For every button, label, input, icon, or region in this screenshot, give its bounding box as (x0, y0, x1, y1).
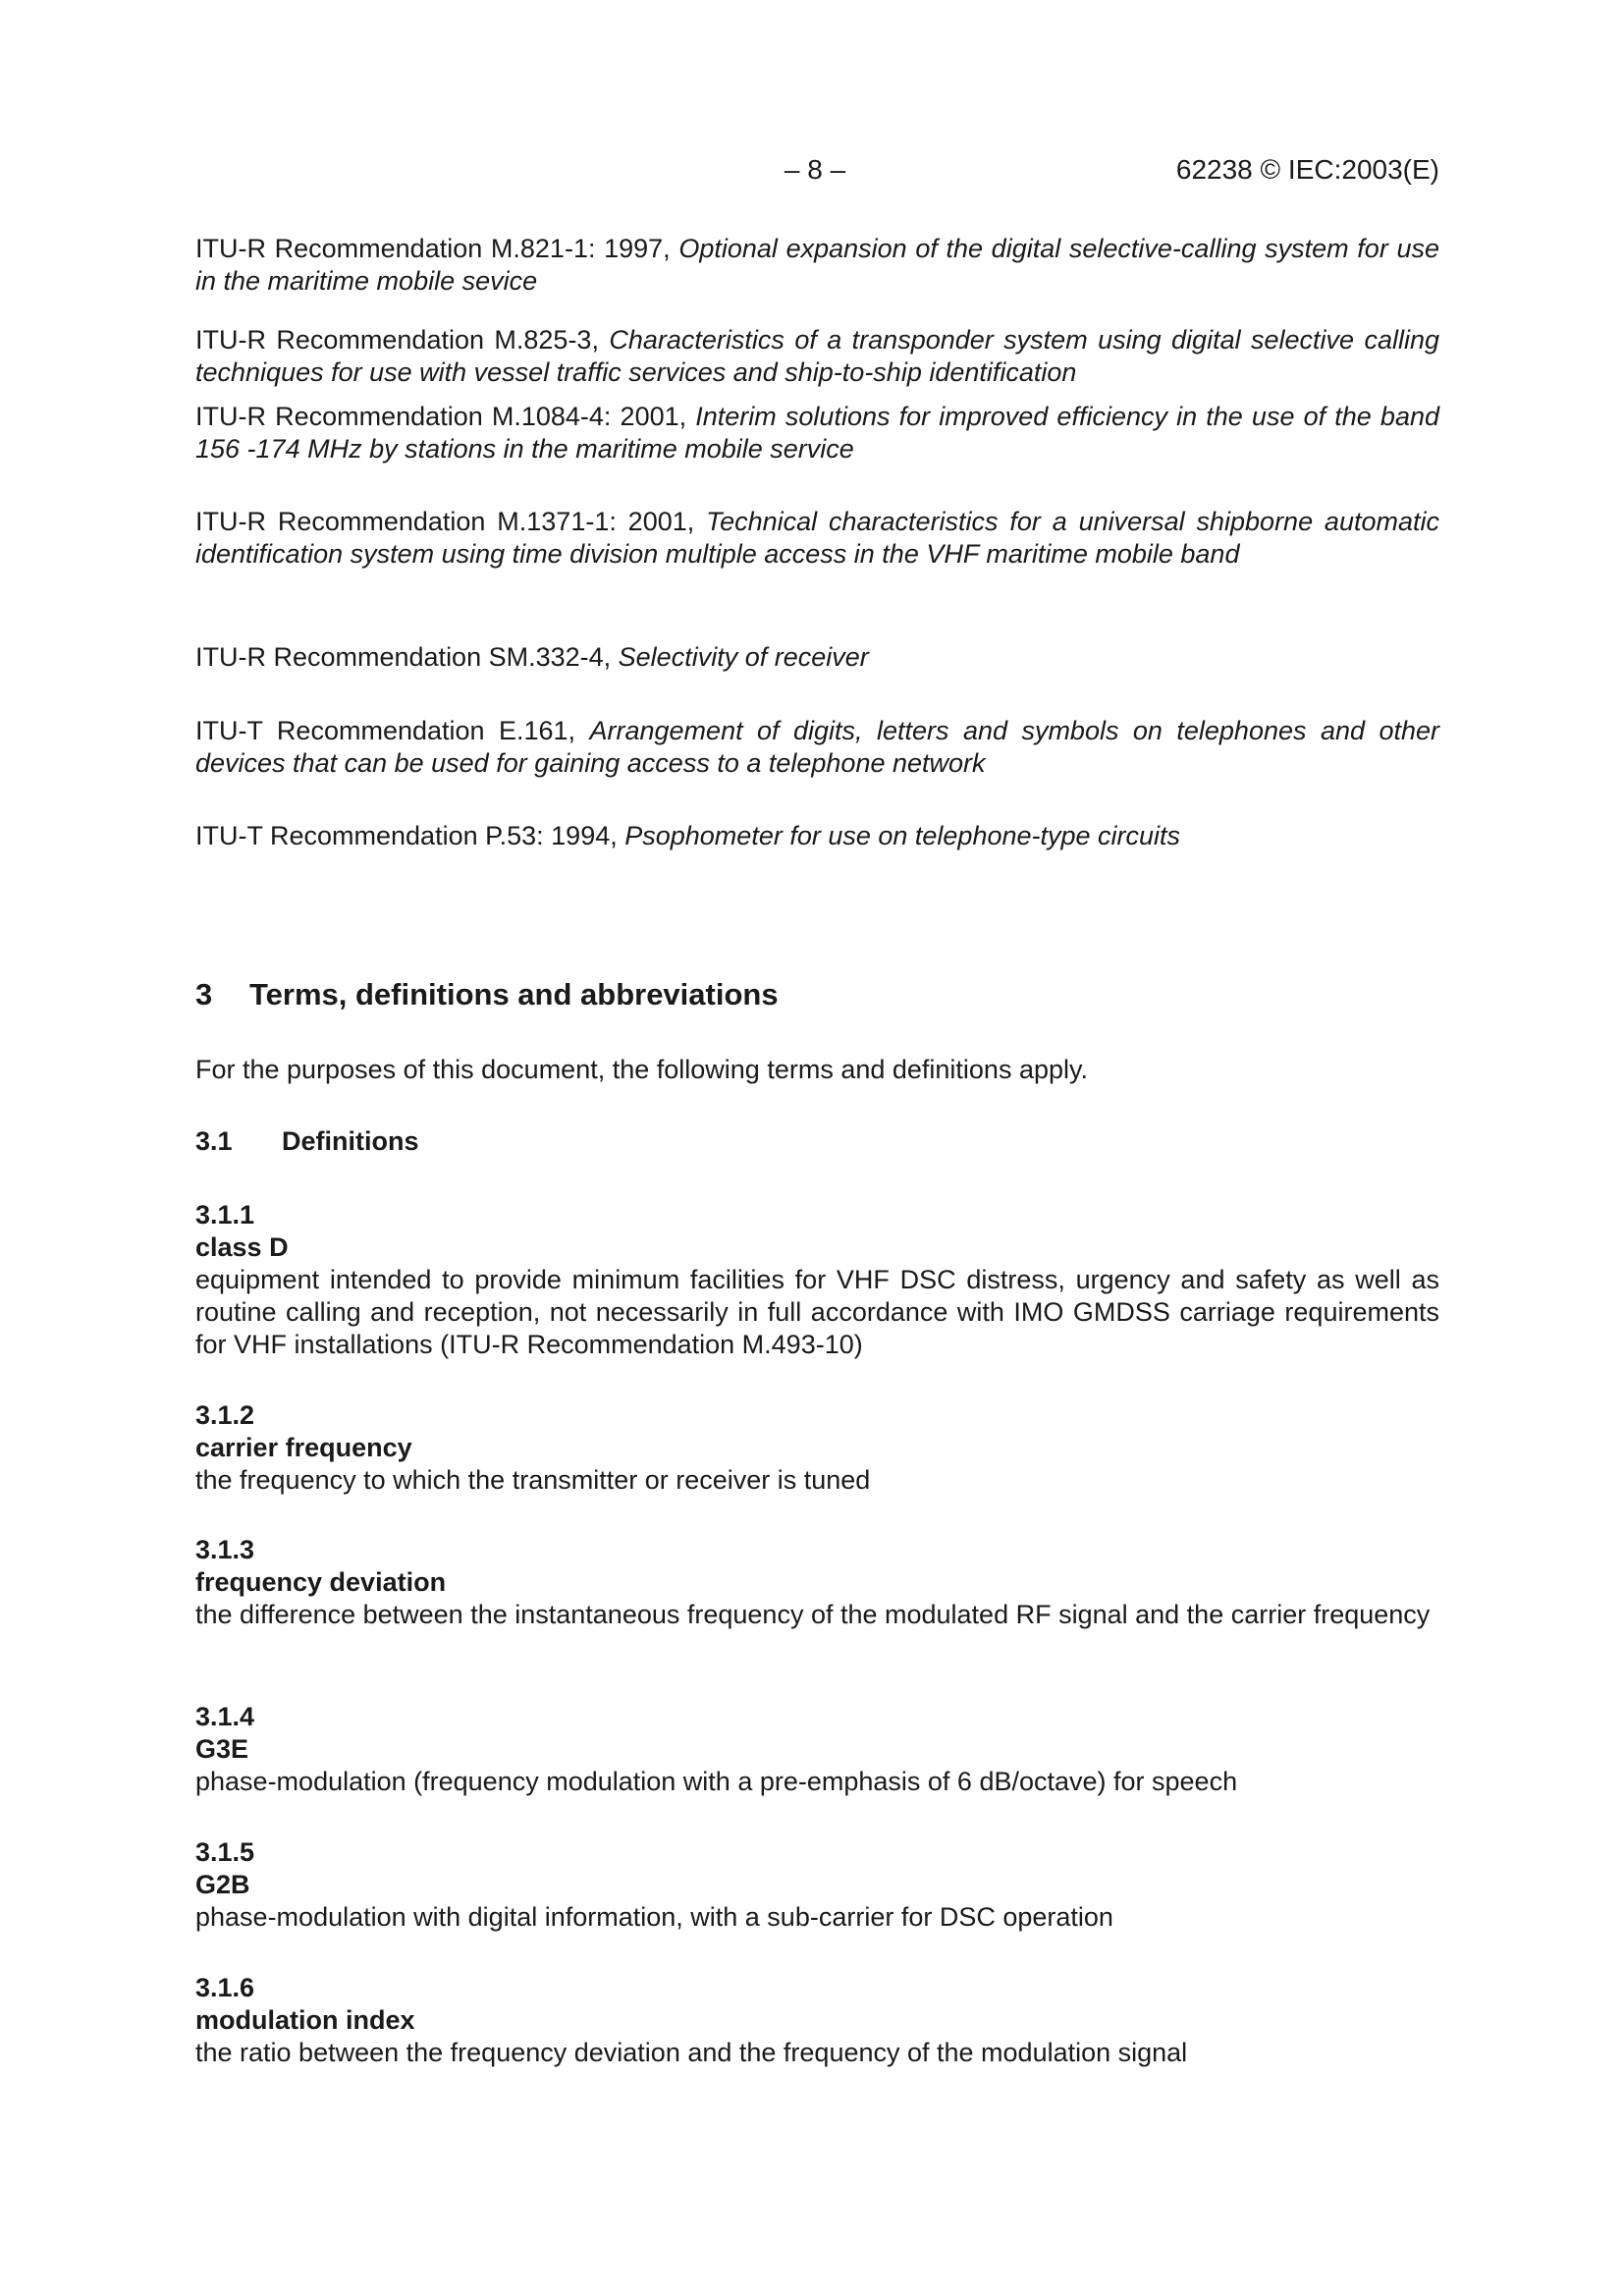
term-name: G3E (195, 1734, 249, 1764)
term-entry (195, 1199, 1439, 1361)
term-number: 3.1.2 (195, 1400, 255, 1430)
term-name: frequency deviation (195, 1567, 447, 1597)
page-number: – 8 – (784, 154, 846, 185)
term-definition: the frequency to which the transmitter or receiver is tuned (195, 1465, 871, 1495)
term-definition: phase-modulation with digital information, with a sub-carrier for DSC operation (195, 1902, 1113, 1932)
term-definition: equipment intended to provide minimum facilities for VHF DSC distress, urgency and safety as well as routine calling and reception, not necessarily in full accordance with IMO GMDSS carriage requirements for VHF installations (ITU-R Recommendation M.493-10) (195, 1265, 1439, 1359)
term-entry (195, 1972, 1439, 2069)
term-name: carrier frequency (195, 1433, 412, 1462)
standard-identifier: 62238 © IEC:2003(E) (1175, 154, 1439, 185)
reference-item: ITU-R Recommendation M.821-1: 1997, Optional expansion of the digital selective-calling system for use in the maritime mobile sevice (195, 234, 1439, 296)
term-entry (195, 1836, 1439, 1934)
subclause-heading: 3.1 Definitions (195, 1126, 419, 1156)
term-definition: phase-modulation (frequency modulation with a pre-emphasis of 6 dB/octave) for speech (195, 1767, 1238, 1796)
term-number: 3.1.6 (195, 1973, 255, 2002)
reference-item: ITU-R Recommendation M.825-3, Characteristics of a transponder system using digital selective calling techniques for use with vessel traffic services and ship-to-ship identification (195, 325, 1439, 387)
reference-item: ITU-R Recommendation M.1371-1: 2001, Technical characteristics for a universal shipborne automatic identification system using time division multiple access in the VHF maritime mobile band (195, 507, 1439, 569)
reference-item: ITU-R Recommendation M.1084-4: 2001, Interim solutions for improved efficiency in the use of the band 156 -174 MHz by stations in the maritime mobile service (195, 402, 1439, 464)
reference-item: ITU-R Recommendation SM.332-4, Selectivity of receiver (195, 642, 869, 672)
clause-intro: For the purposes of this document, the following terms and definitions apply. (195, 1055, 1088, 1084)
term-name: G2B (195, 1870, 250, 1899)
reference-item: ITU-T Recommendation E.161, Arrangement of digits, letters and symbols on telephones and other devices that can be used for gaining access to a telephone network (195, 716, 1439, 778)
term-definition: the ratio between the frequency deviation and the frequency of the modulation signal (195, 2038, 1188, 2067)
clause-heading: 3 Terms, definitions and abbreviations (195, 977, 779, 1011)
term-definition: the difference between the instantaneous frequency of the modulated RF signal and the carrier frequency (195, 1600, 1431, 1629)
term-name: modulation index (195, 2005, 415, 2035)
term-number: 3.1.1 (195, 1200, 255, 1230)
term-entry (195, 1399, 1439, 1497)
term-entry (195, 1534, 1439, 1631)
term-number: 3.1.3 (195, 1535, 255, 1564)
term-name: class D (195, 1232, 289, 1262)
term-number: 3.1.4 (195, 1702, 255, 1731)
term-number: 3.1.5 (195, 1837, 255, 1867)
reference-item: ITU-T Recommendation P.53: 1994, Psophometer for use on telephone-type circuits (195, 821, 1181, 850)
term-entry (195, 1701, 1439, 1798)
